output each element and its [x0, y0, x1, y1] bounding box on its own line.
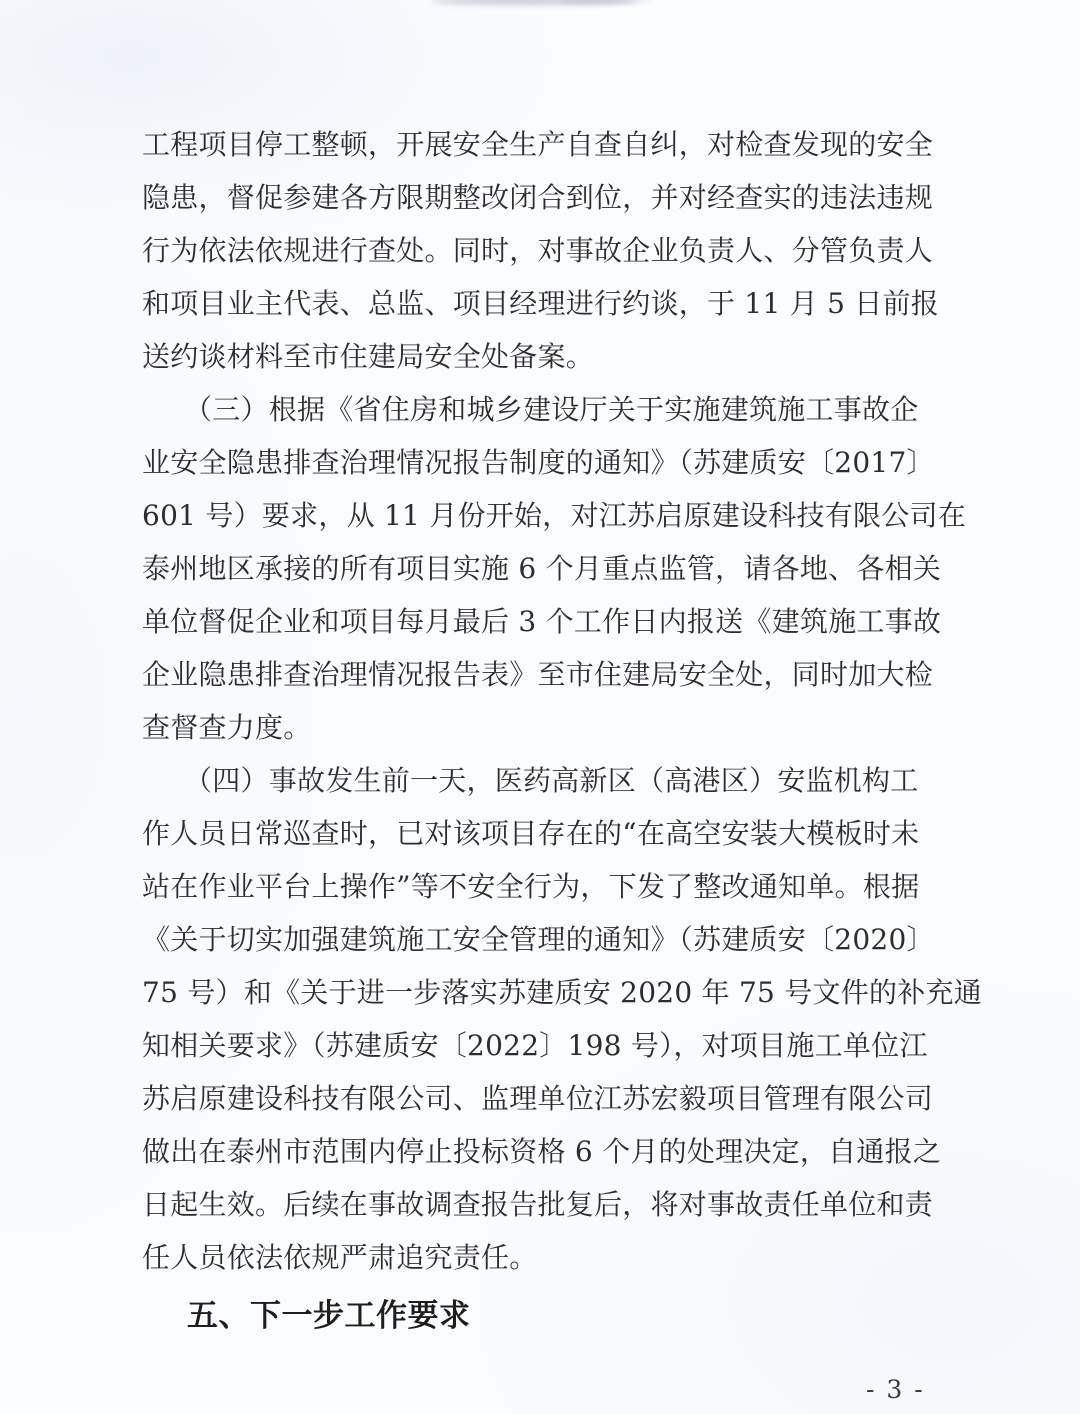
text-line: （四）事故发生前一天，医药高新区（高港区）安监机构工 — [184, 764, 919, 797]
text-line: 企业隐患排查治理情况报告表》至市住建局安全处，同时加大检 — [142, 658, 934, 691]
text-line: 查督查力度。 — [142, 711, 312, 744]
text-line: 日起生效。后续在事故调查报告批复后，将对事故责任单位和责 — [142, 1188, 934, 1221]
text-line: 送约谈材料至市住建局安全处备案。 — [142, 340, 595, 373]
paragraph — [142, 383, 967, 754]
text-line: 业安全隐患排查治理情况报告制度的通知》（苏建质安〔2017〕 — [142, 446, 935, 479]
text-line: 工程项目停工整顿，开展安全生产自查自纠，对检查发现的安全 — [142, 128, 934, 161]
page-number: - 3 - — [866, 1375, 925, 1404]
text-line: 知相关要求》（苏建质安〔2022〕198 号），对项目施工单位江 — [142, 1029, 928, 1062]
text-line: 泰州地区承接的所有项目实施 6 个月重点监管，请各地、各相关 — [142, 552, 942, 585]
text-line: 做出在泰州市范围内停止投标资格 6 个月的处理决定，自通报之 — [142, 1135, 942, 1168]
text-line: 601 号）要求，从 11 月份开始，对江苏启原建设科技有限公司在 — [142, 499, 967, 532]
text-line: （三）根据《省住房和城乡建设厅关于实施建筑施工事故企 — [184, 393, 919, 426]
text-line: 行为依法依规进行查处。同时，对事故企业负责人、分管负责人 — [142, 234, 934, 267]
text-line: 任人员依法依规严肃追究责任。 — [142, 1241, 538, 1274]
text-line: 站在作业平台上操作”等不安全行为，下发了整改通知单。根据 — [142, 870, 920, 903]
text-line: 隐患，督促参建各方限期整改闭合到位，并对经查实的违法违规 — [142, 181, 934, 214]
section-heading: 五、下一步工作要求 — [187, 1298, 471, 1334]
text-line: 75 号）和《关于进一步落实苏建质安 2020 年 75 号文件的补充通 — [142, 976, 983, 1009]
text-line: 作人员日常巡查时，已对该项目存在的“在高空安装大模板时未 — [142, 817, 920, 850]
text-line: 和项目业主代表、总监、项目经理进行约谈，于 11 月 5 日前报 — [142, 287, 940, 320]
text-line: 苏启原建设科技有限公司、监理单位江苏宏毅项目管理有限公司 — [142, 1082, 934, 1115]
paragraph — [142, 118, 948, 383]
paragraph — [142, 754, 983, 1284]
text-line: 单位督促企业和项目每月最后 3 个工作日内报送《建筑施工事故 — [142, 605, 942, 638]
text-line: 《关于切实加强建筑施工安全管理的通知》（苏建质安〔2020〕 — [142, 923, 935, 956]
document-body — [142, 118, 983, 1343]
